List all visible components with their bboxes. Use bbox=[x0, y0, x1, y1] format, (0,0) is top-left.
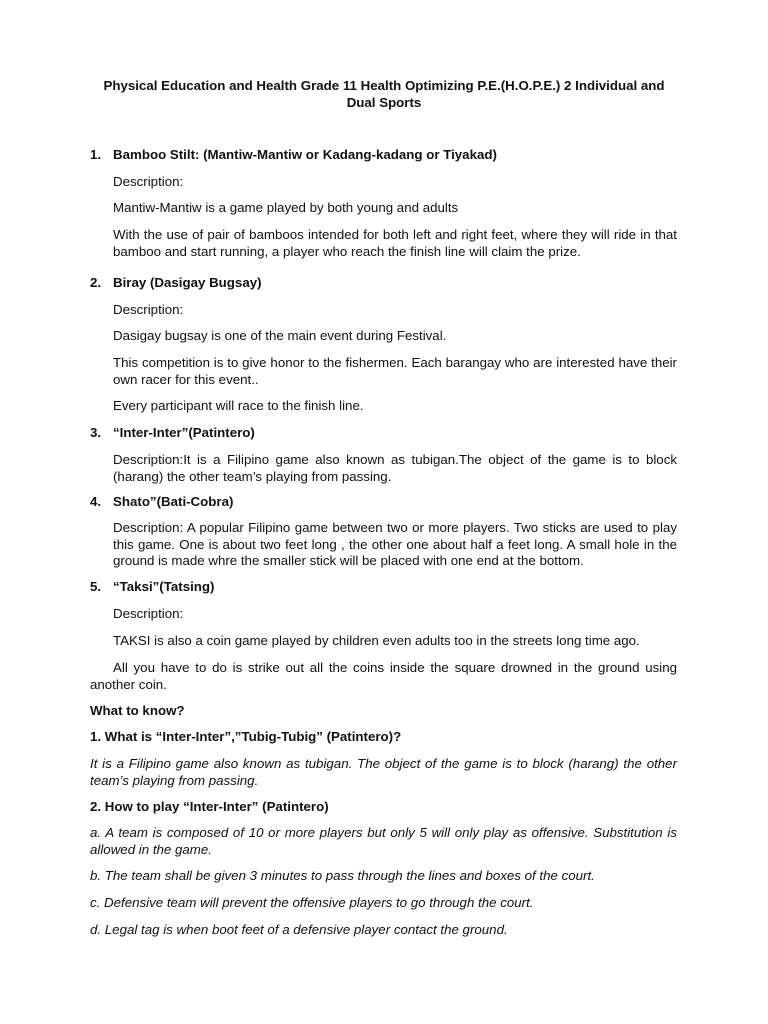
paragraph: Description: bbox=[113, 606, 184, 621]
what-to-know-heading: What to know? bbox=[90, 703, 185, 718]
paragraph: With the use of pair of bamboos intended for both left and right feet, where they will ride in that bamboo and start running, a player who reach the finish line will claim the prize. bbox=[113, 227, 677, 259]
section-heading: Biray (Dasigay Bugsay) bbox=[113, 275, 262, 290]
section-number: 5. bbox=[90, 579, 102, 594]
question-heading: 1. What is “Inter-Inter”,”Tubig-Tubig” (Patintero)? bbox=[90, 729, 402, 744]
section-heading: “Inter-Inter”(Patintero) bbox=[113, 425, 255, 440]
section-heading: “Taksi”(Tatsing) bbox=[113, 579, 215, 594]
paragraph: Description:It is a Filipino game also known as tubigan.The object of the game is to block (harang) the other team’s playing from passing. bbox=[113, 452, 677, 484]
section-number: 4. bbox=[90, 494, 102, 509]
rule-item: b. The team shall be given 3 minutes to pass through the lines and boxes of the court. bbox=[90, 868, 595, 883]
question-heading: 2. How to play “Inter-Inter” (Patintero) bbox=[90, 799, 329, 814]
paragraph: Every participant will race to the finish line. bbox=[113, 398, 364, 413]
section-heading: Shato”(Bati-Cobra) bbox=[113, 494, 234, 509]
rule-item: a. A team is composed of 10 or more players but only 5 will only play as offensive. Substitution is allowed in the game. bbox=[90, 825, 677, 857]
paragraph: TAKSI is also a coin game played by children even adults too in the streets long time ago. bbox=[113, 633, 640, 648]
rule-item: c. Defensive team will prevent the offensive players to go through the court. bbox=[90, 895, 534, 910]
paragraph: Dasigay bugsay is one of the main event during Festival. bbox=[113, 328, 447, 343]
section-number: 2. bbox=[90, 275, 102, 290]
paragraph: Mantiw-Mantiw is a game played by both young and adults bbox=[113, 200, 459, 215]
paragraph: This competition is to give honor to the fishermen. Each barangay who are interested have their own racer for this event.. bbox=[113, 355, 677, 387]
section-number: 1. bbox=[90, 147, 102, 162]
section-heading: Bamboo Stilt: (Mantiw-Mantiw or Kadang-kadang or Tiyakad) bbox=[113, 147, 497, 162]
paragraph: Description: bbox=[113, 174, 184, 189]
rule-item: d. Legal tag is when boot feet of a defensive player contact the ground. bbox=[90, 922, 508, 937]
answer-paragraph: It is a Filipino game also known as tubigan. The object of the game is to block (harang) the other team’s playing from passing. bbox=[90, 756, 677, 788]
section-number: 3. bbox=[90, 425, 102, 440]
document-title: Physical Education and Health Grade 11 Health Optimizing P.E.(H.O.P.E.) 2 Individual and Dual Sports bbox=[103, 78, 665, 110]
paragraph: Description: A popular Filipino game between two or more players. Two sticks are used to play this game. One is about two feet long , the other one about half a feet long. A small hole in the ground is made whre the smaller stick will be placed with one end at the bottom. bbox=[113, 520, 677, 568]
closing-paragraph: All you have to do is strike out all the coins inside the square drowned in the ground using another coin. bbox=[90, 660, 677, 692]
paragraph: Description: bbox=[113, 302, 184, 317]
